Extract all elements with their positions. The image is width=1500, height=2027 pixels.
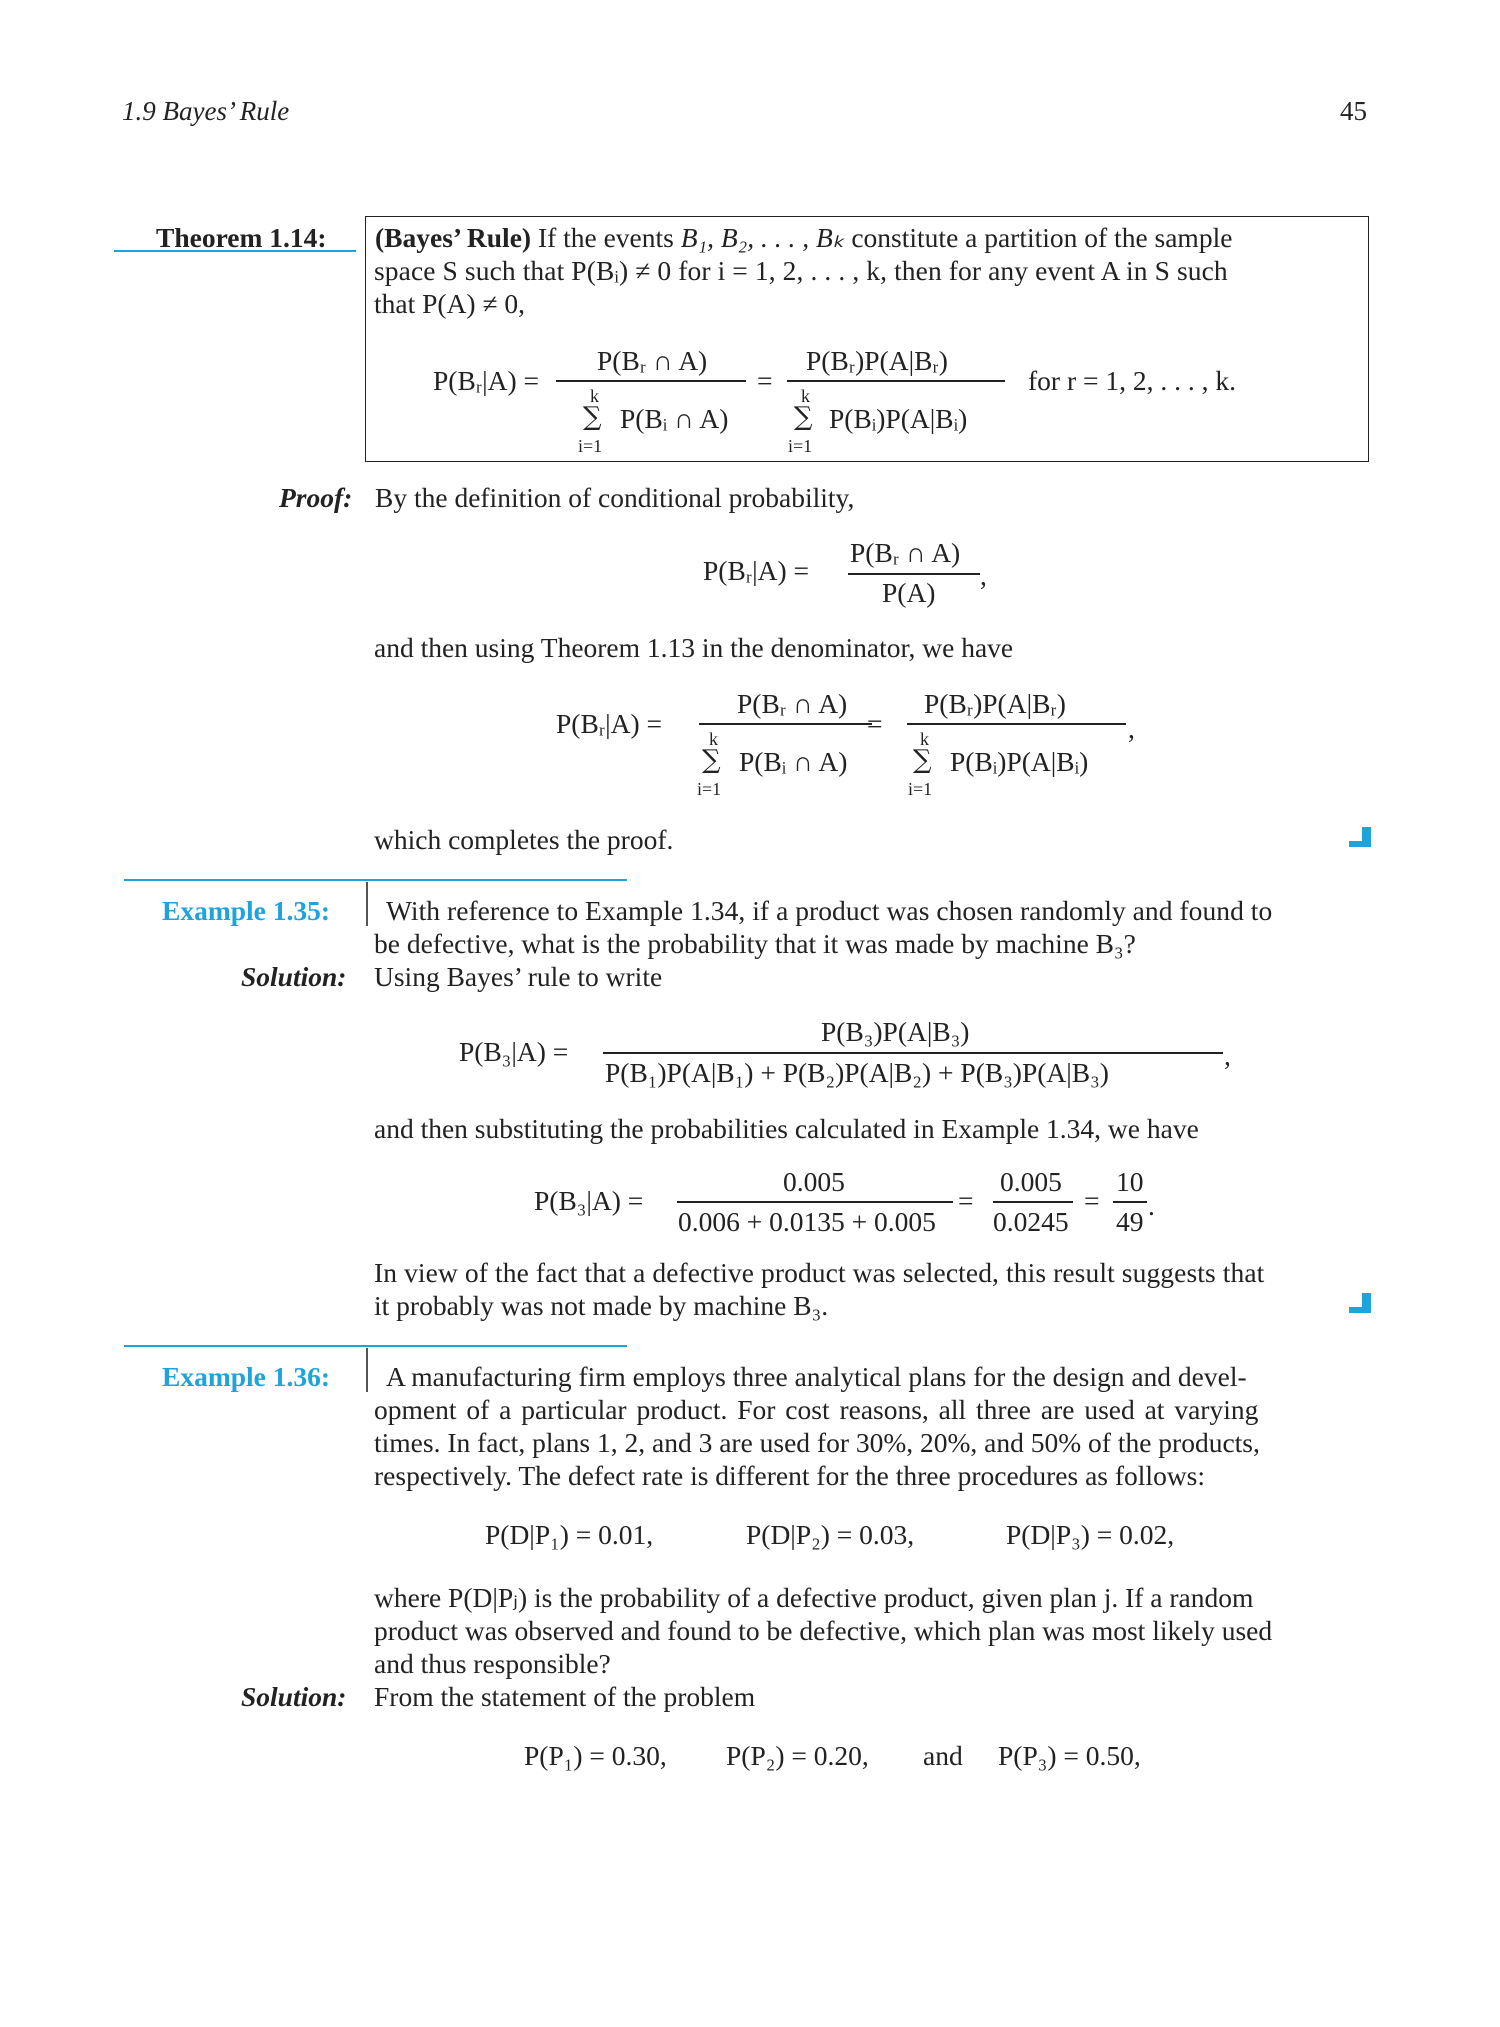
defect-rate-2: P(D|P₂) = 0.03, — [746, 1519, 915, 1550]
proof-eq2-comma: , — [1128, 713, 1135, 744]
prior-3: P(P₃) = 0.50, — [998, 1740, 1141, 1771]
theorem-sum1-upper: k — [590, 386, 599, 406]
ex35-eq2-frac-bar-2 — [993, 1201, 1073, 1203]
theorem-label: Theorem 1.14: — [156, 222, 327, 253]
proof-eq2-sum1-lower: i=1 — [697, 779, 722, 799]
example-35-line-2: be defective, what is the probability that it was made by machine B₃? — [374, 928, 1136, 959]
proof-line-2: and then using Theorem 1.13 in the denominator, we have — [374, 632, 1014, 663]
theorem-formula-eq: = — [757, 365, 773, 396]
proof-eq2-lhs: P(Bᵣ|A) = — [556, 708, 663, 739]
proof-eq2-num2: P(Bᵣ)P(A|Bᵣ) — [924, 688, 1066, 719]
ex35-eq1-frac-bar — [603, 1052, 1223, 1054]
proof-line-1: By the definition of conditional probability, — [375, 482, 855, 513]
proof-eq2-sum2-symbol: ∑ — [913, 745, 932, 775]
example-35-conclusion-line-1: In view of the fact that a defective product was selected, this result suggests that — [374, 1257, 1265, 1288]
theorem-frac-bar-1 — [556, 380, 746, 382]
defect-rate-1: P(D|P₁) = 0.01, — [485, 1519, 654, 1550]
example-36-line-7: and thus responsible? — [374, 1648, 611, 1679]
theorem-formula-num1: P(Bᵣ ∩ A) — [597, 345, 708, 376]
theorem-line-2: space S such that P(Bᵢ) ≠ 0 for i = 1, 2, . . . , k, then for any event A in S such — [374, 255, 1228, 286]
ex35-eq2-frac-bar-1 — [677, 1201, 953, 1203]
proof-eq2-sum2-lower: i=1 — [908, 779, 933, 799]
ex35-eq2-period: . — [1148, 1190, 1155, 1221]
example-36-rule — [124, 1345, 627, 1347]
proof-eq2-sum2-upper: k — [920, 729, 929, 749]
example-36-line-2: opment of a particular product. For cost reasons, all three are used at varying — [374, 1394, 1259, 1425]
ex35-eq2-lhs: P(B₃|A) = — [534, 1185, 644, 1216]
defect-rate-3: P(D|P₃) = 0.02, — [1006, 1519, 1175, 1550]
theorem-sum2-lower: i=1 — [788, 436, 813, 456]
theorem-intro: If the events — [537, 222, 674, 253]
proof-eq1-den: P(A) — [882, 577, 936, 608]
proof-label: Proof: — [279, 482, 353, 513]
prior-1: P(P₁) = 0.30, — [524, 1740, 667, 1771]
example-36-line-5: where P(D|Pⱼ) is the probability of a defective product, given plan j. If a random — [374, 1582, 1254, 1613]
page-number: 45 — [1340, 96, 1367, 126]
proof-eq1-frac-bar — [848, 573, 980, 575]
proof-eq2-frac-bar-1 — [699, 723, 872, 725]
proof-eq2-eq: = — [867, 708, 883, 739]
ex35-eq2-den3: 49 — [1116, 1206, 1144, 1237]
running-header: 1.9 Bayes’ Rule — [122, 96, 290, 126]
example-36-label: Example 1.36: — [162, 1361, 331, 1392]
ex35-eq2-eq1: = — [958, 1185, 974, 1216]
example-35-conclusion-line-2: it probably was not made by machine B₃. — [374, 1290, 829, 1321]
example-36-marker — [366, 1348, 368, 1392]
solution-36-text: From the statement of the problem — [374, 1681, 756, 1712]
ex35-eq2-frac-bar-3 — [1113, 1201, 1147, 1203]
proof-eq2-frac-bar-2 — [907, 723, 1126, 725]
proof-eq2-den1: P(Bᵢ ∩ A) — [739, 746, 848, 777]
proof-eq1-lhs: P(Bᵣ|A) = — [703, 555, 810, 586]
solution-35-label: Solution: — [241, 961, 347, 992]
example-36-line-3: times. In fact, plans 1, 2, and 3 are used for 30%, 20%, and 50% of the products, — [374, 1427, 1260, 1458]
ex35-eq2-num3: 10 — [1116, 1166, 1144, 1197]
ex35-eq2-den1: 0.006 + 0.0135 + 0.005 — [678, 1206, 936, 1237]
theorem-line-1-end: constitute a partition of the sample — [851, 222, 1233, 253]
theorem-line-1 — [375, 221, 1365, 255]
theorem-formula-lhs: P(Bᵣ|A) = — [433, 365, 540, 396]
qed-square-icon — [1349, 827, 1371, 847]
theorem-sum1-lower: i=1 — [578, 436, 603, 456]
theorem-sum2-upper: k — [801, 386, 810, 406]
ex35-eq2-num1: 0.005 — [783, 1166, 845, 1197]
theorem-formula-tail: for r = 1, 2, . . . , k. — [1028, 365, 1236, 396]
solution-36-label: Solution: — [241, 1681, 347, 1712]
example-35-rule — [124, 879, 627, 881]
example-35-label: Example 1.35: — [162, 895, 331, 926]
theorem-formula-num2: P(Bᵣ)P(A|Bᵣ) — [806, 345, 948, 376]
theorem-events: B₁, B₂, . . . , Bₖ — [680, 222, 845, 253]
example-35-marker — [366, 882, 368, 926]
example-36-line-4: respectively. The defect rate is different for the three procedures as follows: — [374, 1460, 1206, 1491]
example-35-line-1: With reference to Example 1.34, if a product was chosen randomly and found to — [386, 895, 1273, 926]
proof-eq2-sum1-symbol: ∑ — [702, 745, 721, 775]
prior-2: P(P₂) = 0.20, — [726, 1740, 869, 1771]
proof-eq2-sum1-upper: k — [709, 729, 718, 749]
example-36-line-6: product was observed and found to be defective, which plan was most likely used — [374, 1615, 1273, 1646]
proof-eq1-comma: , — [980, 560, 987, 591]
theorem-line-3: that P(A) ≠ 0, — [374, 288, 526, 319]
proof-eq1-num: P(Bᵣ ∩ A) — [850, 537, 961, 568]
proof-eq2-num1: P(Bᵣ ∩ A) — [737, 688, 848, 719]
ex35-eq2-eq2: = — [1084, 1185, 1100, 1216]
ex35-eq1-comma: , — [1224, 1040, 1231, 1071]
ex35-eq1-lhs: P(B₃|A) = — [459, 1036, 569, 1067]
ex35-eq1-num: P(B₃)P(A|B₃) — [821, 1016, 970, 1047]
proof-eq2-den2: P(Bᵢ)P(A|Bᵢ) — [950, 746, 1089, 777]
ex35-eq2-den2: 0.0245 — [993, 1206, 1069, 1237]
proof-line-3: which completes the proof. — [374, 824, 674, 855]
qed-square-icon — [1349, 1293, 1371, 1313]
example-35-substitution-line: and then substituting the probabilities calculated in Example 1.34, we have — [374, 1113, 1199, 1144]
solution-35-text: Using Bayes’ rule to write — [374, 961, 663, 992]
theorem-formula-den2: P(Bᵢ)P(A|Bᵢ) — [829, 403, 968, 434]
ex35-eq2-num2: 0.005 — [1000, 1166, 1062, 1197]
theorem-formula-den1: P(Bᵢ ∩ A) — [620, 403, 729, 434]
example-36-line-1: A manufacturing firm employs three analytical plans for the design and devel- — [386, 1361, 1247, 1392]
theorem-sum1-symbol: ∑ — [583, 402, 602, 432]
theorem-sum2-symbol: ∑ — [794, 402, 813, 432]
ex35-eq1-den: P(B₁)P(A|B₁) + P(B₂)P(A|B₂) + P(B₃)P(A|B₃) — [605, 1057, 1109, 1088]
theorem-frac-bar-2 — [787, 380, 1005, 382]
theorem-title: (Bayes’ Rule) — [375, 222, 532, 253]
prior-and: and — [923, 1740, 963, 1771]
